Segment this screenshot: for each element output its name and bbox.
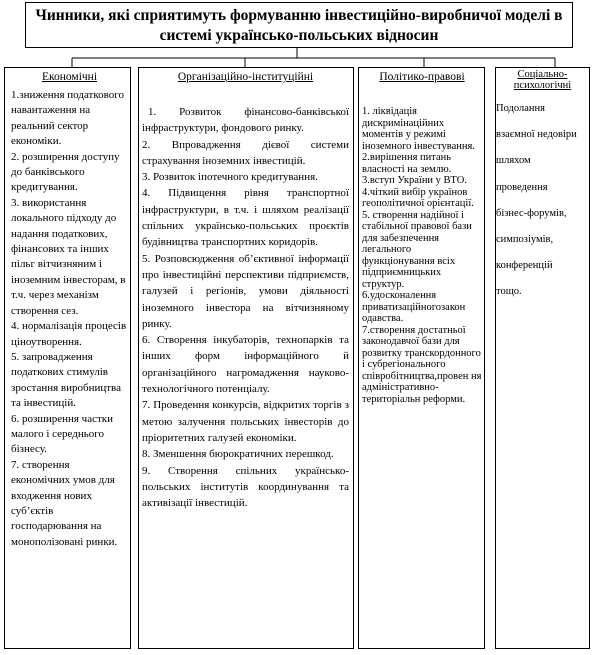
factor-item: 3. використання локального підходу до надання податкових, фінансових та інших пільг вітчизняним і іноземним інвесторам, в т.ч. через механізм створення сез.	[11, 196, 126, 317]
column-organizational	[138, 67, 354, 649]
factor-item: 6.удосконалення приватизаційногозакон одавства.	[362, 290, 466, 324]
factor-line: шляхом	[496, 155, 531, 167]
factor-item: 8. Зменшення бюрократичних перешкод.	[142, 448, 334, 461]
column-items-social-psychological	[496, 96, 589, 306]
factor-item: 2.вирішення питань власності на землю.	[362, 152, 452, 175]
factor-item: 4. Підвищення рівня транспортної інфраструктури, в т.ч. і шляхом реалізації спільних українсько-польських проєктів будівництва транспортних коридорів.	[142, 187, 349, 249]
factor-item: 5. запровадження податкових стимулів зростання виробництва та інвестицій.	[11, 350, 121, 410]
factor-item: 3.вступ України у ВТО.	[362, 175, 467, 186]
column-items-organizational	[142, 104, 349, 511]
factor-item: 1. Розвиток фінансово-банківської інфраструктури, фондового ринку.	[142, 106, 349, 135]
factor-item: 4.чіткий вибір українов геополітичної орієнтації.	[362, 186, 474, 209]
column-heading-political-legal: Політико-правові	[379, 71, 465, 83]
title-line-2: системі українсько-польських відносин	[159, 27, 439, 44]
factor-line: бізнес-форумів,	[496, 207, 567, 219]
factor-line: конференцій	[496, 260, 553, 272]
factor-item: 5. Розповсюдження об’єктивної інформації про інвестиційні перспективи підприємств, галузей і регіонів, умови діяльності іноземного інвестора на вітчизняному ринку.	[142, 252, 349, 330]
column-social-psychological	[495, 67, 590, 649]
column-items-political-legal	[362, 106, 482, 405]
factor-line: проведення	[496, 181, 548, 193]
factor-item: 1.зниження податкового навантаження на реальний сектор економіки.	[11, 89, 125, 148]
factor-item: 2. Впровадження дієвої системи страхування іноземних інвестицій.	[142, 138, 349, 167]
column-heading-economic: Економічні	[41, 71, 98, 83]
factor-item: 9. Створення спільних українсько-польських інститутів координування та активізації інвестицій.	[142, 464, 349, 510]
column-heading-social-psychological: Соціально-психологічні	[513, 69, 572, 91]
factor-item: 7.створення достатньої законодавчої бази для розвитку транскордонного і субрегіонального співробітництва,провен ня адміністративно-територіальн реформи.	[362, 324, 482, 405]
column-items-economic	[11, 88, 128, 550]
factor-item: 7. створення економічних умов для входження нових суб’єктів господарювання на монополізовані ринки.	[11, 458, 118, 548]
title-line-1: Чинники, які сприятимуть формуванню інвестиційно-виробничої моделі в	[35, 7, 563, 24]
factor-line: тощо.	[496, 286, 522, 298]
column-heading-organizational: Організаційно-інституційні	[177, 71, 314, 83]
column-political-legal	[358, 67, 485, 649]
factor-item: 1. ліквідація дискримінаційних моментів у режимі іноземного інвестування.	[362, 106, 475, 152]
factor-item: 5. створення надійної і стабільної правової бази для забезпечення легального функціонування всіх підприємницьких структур.	[362, 209, 472, 290]
factor-line: симпозіумів,	[496, 234, 554, 246]
factor-line: взаємної недовіри	[496, 129, 577, 141]
factor-item: 6. розширення частки малого і середнього бізнесу.	[11, 412, 114, 456]
factor-item: 3. Розвиток іпотечного кредитування.	[142, 171, 318, 184]
factor-line: Подолання	[496, 103, 545, 114]
factor-item: 2. розширення доступу до банківського кредитування.	[11, 150, 120, 194]
factor-item: 7. Проведення конкурсів, відкритих торгів з метою залучення польських інвесторів до пріоритетних галузей економіки.	[142, 399, 349, 444]
factor-item: 6. Створення інкубаторів, технопарків та інших форм інформаційного й організаційного нагромадження науково-технологічного потенціалу.	[142, 334, 349, 396]
factor-item: 4. нормалізація процесів ціноутворення.	[11, 320, 127, 348]
diagram-title	[25, 2, 573, 48]
column-economic	[4, 67, 131, 649]
